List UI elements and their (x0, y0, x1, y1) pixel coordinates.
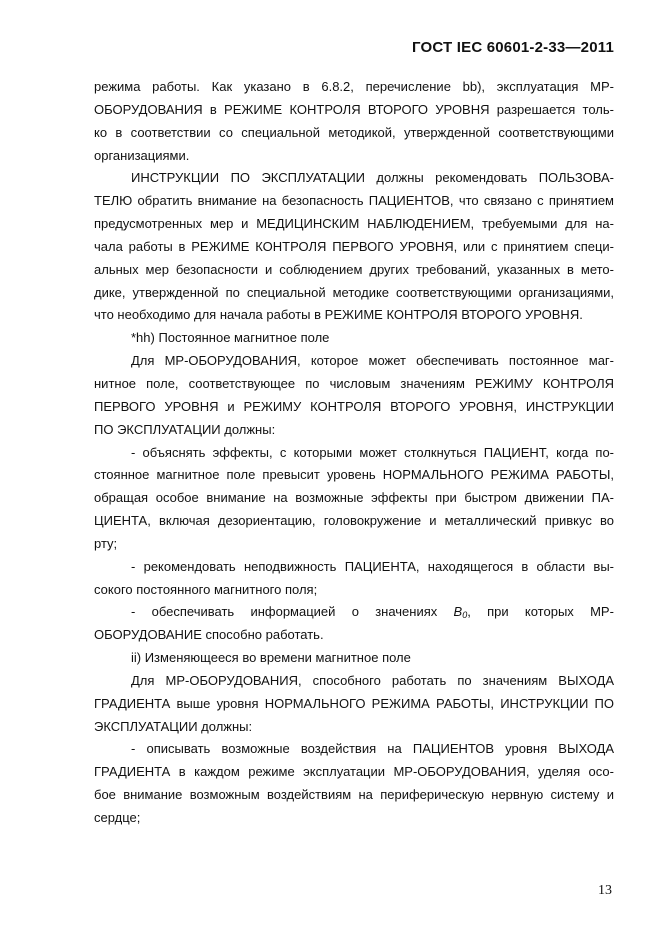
page-number: 13 (598, 883, 612, 898)
text-line: - рекомендовать неподвижность ПАЦИЕНТА, находящегося в области вы- (131, 558, 614, 574)
text-line: ИНСТРУКЦИИ ПО ЭКСПЛУАТАЦИИ должны рекомендовать ПОЛЬЗОВА- (131, 170, 614, 186)
symbol-b0 (454, 604, 468, 619)
word: о (351, 604, 359, 620)
text-line: сердце; (94, 810, 141, 825)
text-line: ОБОРУДОВАНИЯ в РЕЖИМЕ КОНТРОЛЯ ВТОРОГО УРОВНЯ разрешается толь- (94, 101, 614, 117)
text-line: обращая особое внимание на возможные эффекты при быстром движении ПА- (94, 490, 614, 506)
text-line: сокого постоянного магнитного поля; (94, 581, 318, 597)
word: информацией (250, 604, 336, 620)
text-line: дике, утвержденной по специальной методике соответствующими организациями, (94, 284, 614, 300)
text-line: ПО ЭКСПЛУАТАЦИИ должны: (94, 421, 276, 437)
text-line: организациями. (94, 147, 190, 163)
document-body (94, 76, 614, 830)
text-line: ЭКСПЛУАТАЦИИ должны: (94, 718, 253, 734)
text-line: ГРАДИЕНТА выше уровня НОРМАЛЬНОГО РЕЖИМА РАБОТЫ, ИНСТРУКЦИИ ПО (94, 695, 614, 711)
text-line: ОБОРУДОВАНИЕ способно работать. (94, 627, 324, 643)
text-line: режима работы. Как указано в 6.8.2, перечисление bb), эксплуатация МР- (94, 79, 614, 94)
word: которых (524, 604, 574, 620)
symbol-subscript: 0 (462, 610, 468, 621)
text-line: стоянное магнитное поле превысит уровень НОРМАЛЬНОГО РЕЖИМА РАБОТЫ, (94, 467, 614, 483)
text-line: бое внимание возможным воздействиям на периферическую нервную систему и (94, 787, 614, 803)
text-line: ко в соответствии со специальной методикой, утвержденной соответствующими (94, 124, 614, 140)
text-line: чала работы в РЕЖИМЕ КОНТРОЛЯ ПЕРВОГО УРОВНЯ, или с принятием специ- (94, 238, 614, 254)
text-line (94, 601, 614, 624)
symbol-with-punct: $B_0$, (453, 604, 471, 621)
text-line: ГРАДИЕНТА в каждом режиме эксплуатации МР-ОБОРУДОВАНИЯ, уделяя осо- (94, 764, 614, 780)
symbol-letter: B (453, 604, 463, 620)
document-header-code: ГОСТ IEC 60601-2-33—2011 (411, 39, 614, 56)
text-line: *hh) Постоянное магнитное поле (131, 330, 330, 346)
text-line: - объяснять эффекты, с которыми может столкнуться ПАЦИЕНТ, когда по- (131, 444, 614, 460)
text-line: ii) Изменяющееся во времени магнитное поле (131, 650, 411, 666)
text-line: нитное поле, соответствующее по числовым значениям РЕЖИМУ КОНТРОЛЯ (94, 375, 614, 391)
word: значениях (375, 604, 438, 620)
text-line: Для МР-ОБОРУДОВАНИЯ, которое может обеспечивать постоянное маг- (131, 353, 614, 369)
text-line: что необходимо для начала работы в РЕЖИМЕ КОНТРОЛЯ ВТОРОГО УРОВНЯ. (94, 307, 583, 323)
text-line: Для МР-ОБОРУДОВАНИЯ, способного работать по значениям ВЫХОДА (131, 672, 614, 688)
text-line: ЦИЕНТА, включая дезориентацию, головокружение и металлический привкус во (94, 513, 614, 529)
word: МР- (590, 604, 614, 620)
text-line: ТЕЛЮ обратить внимание на безопасность ПАЦИЕНТОВ, что связано с принятием (94, 193, 614, 209)
text-line: альных мер безопасности и соблюдением других требований, указанных в мето- (94, 261, 614, 277)
text-line: ПЕРВОГО УРОВНЯ и РЕЖИМУ КОНТРОЛЯ ВТОРОГО УРОВНЯ, ИНСТРУКЦИИ (94, 398, 614, 414)
text-line: предусмотренных мер и МЕДИЦИНСКИМ НАБЛЮДЕНИЕМ, требуемыми для на- (94, 216, 614, 232)
text-line: - описывать возможные воздействия на ПАЦИЕНТОВ уровня ВЫХОДА (131, 741, 614, 757)
word: при (487, 604, 509, 620)
word: - (131, 604, 136, 620)
word: обеспечивать (151, 604, 235, 620)
text-line: рту; (94, 535, 118, 551)
